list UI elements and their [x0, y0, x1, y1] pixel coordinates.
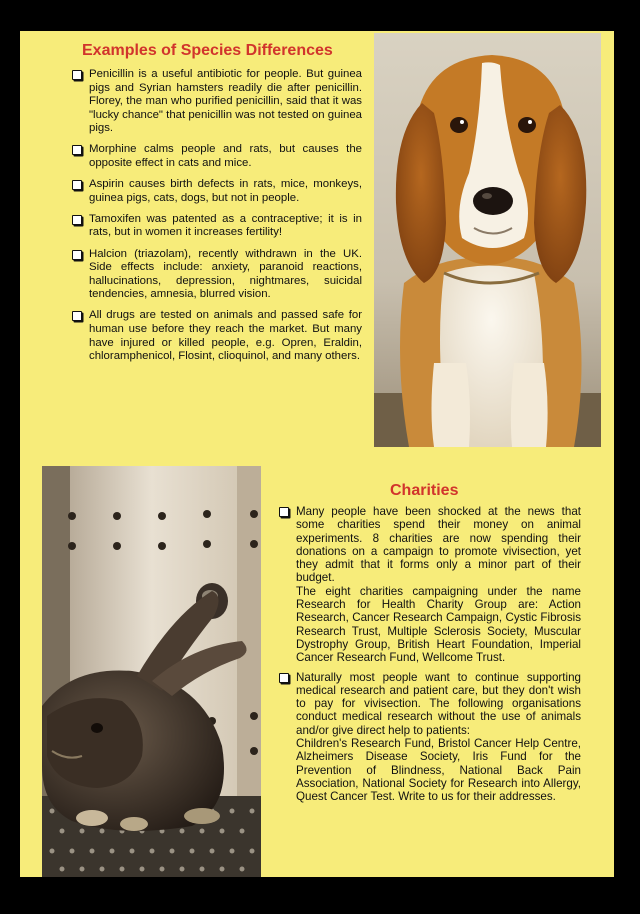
checkbox-bullet-icon [72, 311, 82, 321]
list-item: Aspirin causes birth defects in rats, mice, monkeys, guinea pigs, cats, dogs, but not in people. [72, 178, 362, 205]
checkbox-bullet-icon [279, 507, 289, 517]
checkbox-bullet-icon [72, 145, 82, 155]
charities-heading: Charities [390, 482, 459, 499]
species-differences-list [72, 68, 362, 371]
list-item: Many people have been shocked at the news that some charities spend their money on animal experiments. 8 charities are now spending their donations on a campaign to promote vivisection, yet they admit that it forms only a minor part of their budget. The eight charities campaigning under the name Research for Health Charity Group are: Action Research, Cancer Research Campaign, Cystic Fibrosis Research Trust, Multiple Sclerosis Society, Muscular Dystrophy Group, British Heart Foundation, Imperial Cancer Research Fund, Wellcome Trust. [279, 505, 581, 665]
checkbox-bullet-icon [72, 70, 82, 80]
rabbit-photo [42, 466, 261, 877]
list-item: Halcion (triazolam), recently withdrawn in the UK. Side effects include: anxiety, paranoid reactions, hallucinations, depression, nightmares, suicidal tendencies, amnesia, blurred vision. [72, 248, 362, 302]
list-item: Penicillin is a useful antibiotic for people. But guinea pigs and Syrian hamsters readily die after penicillin. Florey, the man who purified penicillin, said that it was "lucky chance" that penicillin was not tested on guinea pigs. [72, 68, 362, 136]
list-item: Tamoxifen was patented as a contraceptive; it is in rats, but in women it increases fertility! [72, 213, 362, 240]
list-item: Naturally most people want to continue supporting medical research and patient care, but they don't wish to pay for vivisection. The following organisations conduct medical research without the use of animals and/or give direct help to patients: Children's Research Fund, Bristol Cancer Help Centre, Alzheimers Disease Society, Iris Fund for the Prevention of Blindness, National Back Pain Association, National Society for Research into Allergy, Quest Cancer Test. Write to us for their addresses. [279, 671, 581, 804]
species-differences-heading: Examples of Species Differences [82, 42, 333, 59]
beagle-photo [374, 33, 601, 447]
list-item: Morphine calms people and rats, but causes the opposite effect in cats and mice. [72, 143, 362, 170]
checkbox-bullet-icon [72, 180, 82, 190]
leaflet-page [20, 31, 614, 877]
checkbox-bullet-icon [279, 673, 289, 683]
charities-list [279, 505, 581, 810]
list-item: All drugs are tested on animals and passed safe for human use before they reach the market. But many have injured or killed people, e.g. Opren, Eraldin, chloramphenicol, Flosint, clioquinol, and many others. [72, 309, 362, 363]
rabbit-image [42, 466, 261, 877]
checkbox-bullet-icon [72, 215, 82, 225]
beagle-image [374, 33, 601, 447]
checkbox-bullet-icon [72, 250, 82, 260]
